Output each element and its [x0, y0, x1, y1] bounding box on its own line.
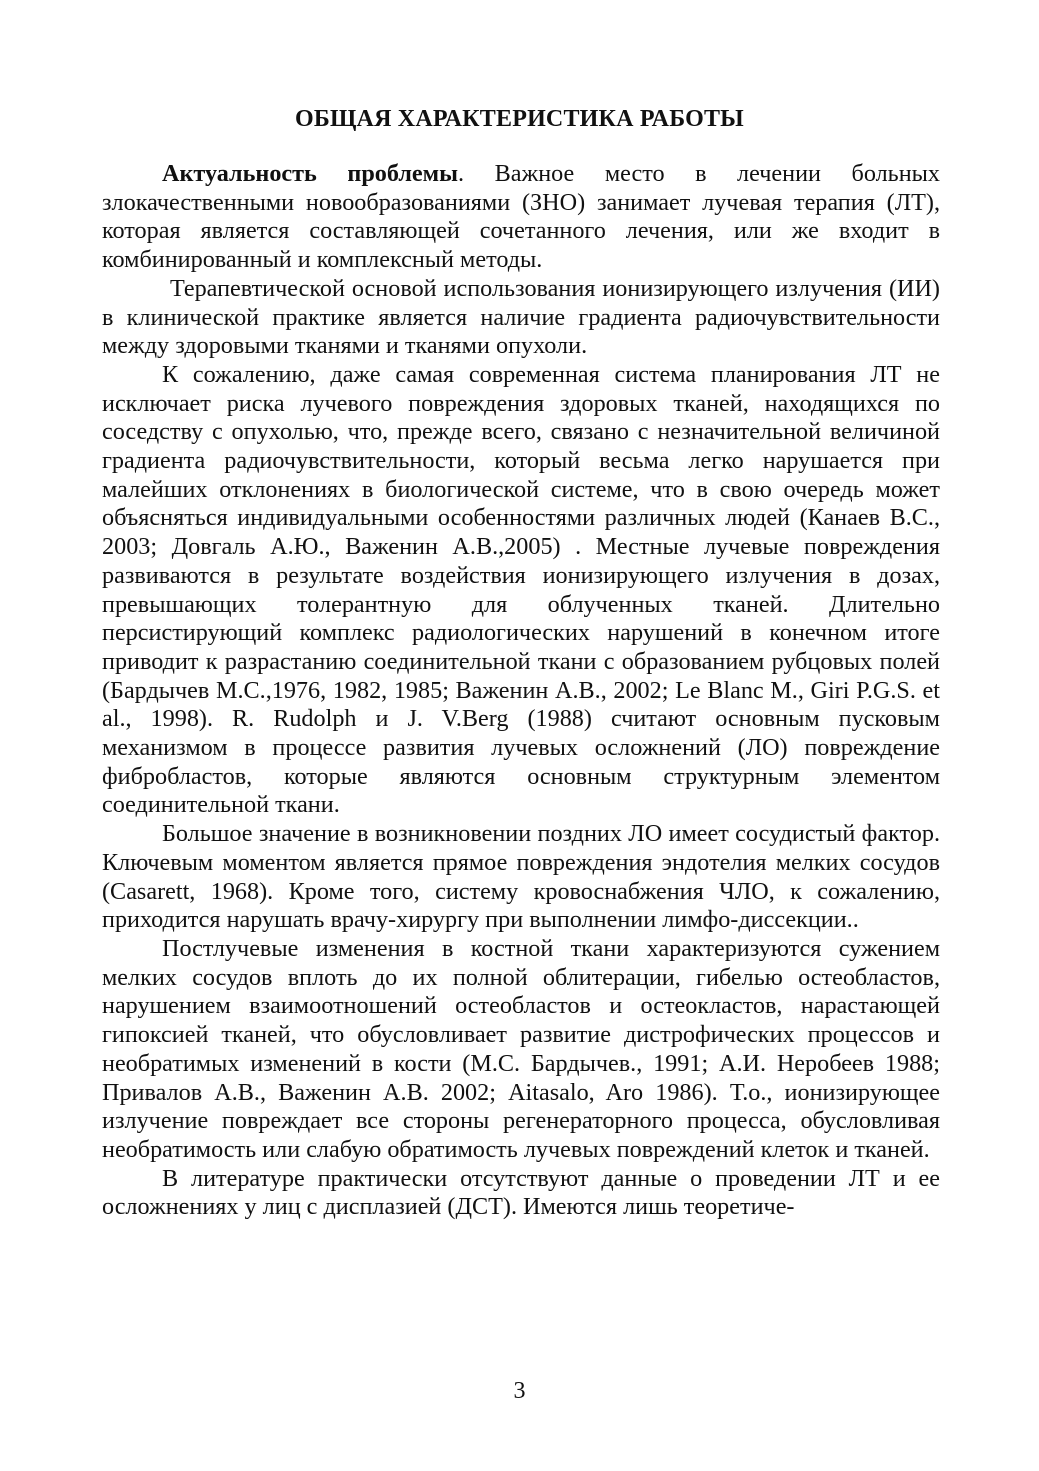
paragraph-text: К сожалению, даже самая современная система планирования ЛТ не исключает риска лучевого повреждения здоровых тканей, находящихся по соседству с опухолью, что, прежде всего, связано с незначительной величиной градиента радиочувствительности, который весьма легко нарушается при малейших отклонениях в биологической системе, что в свою очередь может объясняться индивидуальными особенностями различных людей (Канаев В.С., 2003; Довгаль А.Ю., Важенин А.В.,2005) . Местные лучевые повреждения развиваются в результате воздействия ионизирующего излучения в дозах, превышающих толерантную для облученных тканей. Длительно персистирующий комплекс радиологических нарушений в конечном итоге приводит к разрастанию соединительной ткани с образованием рубцовых полей (Бардычев М.С.,1976, 1982, 1985; Важенин А.В., 2002; Le Blanc M., Giri P.G.S. et al., 1998). R. Rudolph и J. V.Berg (1988) считают основным пусковым механизмом в процессе развития лучевых осложнений (ЛО) повреждение фибробластов, которые являются основным структурным элементом соединительной ткани. — [102, 360, 940, 819]
paragraph-literature — [102, 1165, 940, 1222]
paragraph-radiation-damage — [102, 361, 940, 820]
body-text — [102, 160, 940, 1222]
page-number: 3 — [513, 1378, 526, 1404]
paragraph-therapy-basis — [102, 275, 940, 361]
paragraph-bone-changes — [102, 935, 940, 1165]
paragraph-vascular-factor — [102, 820, 940, 935]
paragraph-lead: Актуальность проблемы — [162, 160, 459, 187]
paragraph-text: . Важное место в лечении больных злокачественными новообразованиями (ЗНО) занимает лучевая терапия (ЛТ), которая является составляющей сочетанного лечения, или же входит в комбинированный и комплексный методы. — [102, 160, 941, 274]
paragraph-text: Большое значение в возникновении поздних ЛО имеет сосудистый фактор. Ключевым моментом является прямое повреждения эндотелия мелких сосудов (Casarett, 1968). Кроме того, систему кровоснабжения ЧЛО, к сожалению, приходится нарушать врачу-хирургу при выполнении лимфо-диссекции.. — [102, 820, 940, 934]
paragraph-text: Постлучевые изменения в костной ткани характеризуются сужением мелких сосудов вплоть до их полной облитерации, гибелью остеобластов, нарушением взаимоотношений остеобластов и остеокластов, нарастающей гипоксией тканей, что обусловливает развитие дистрофических процессов и необратимых изменений в кости (М.С. Бардычев., 1991; А.И. Неробеев 1988; Привалов А.В., Важенин А.В. 2002; Aitasalo, Aro 1986). Т.о., ионизирующее излучение повреждает все стороны регенераторного процесса, обусловливая необратимость или слабую обратимость лучевых повреждений клеток и тканей. — [102, 934, 941, 1163]
paragraph-text: В литературе практически отсутствуют данные о проведении ЛТ и ее осложнениях у лиц с дисплазией (ДСТ). Имеются лишь теоретиче- — [102, 1164, 940, 1221]
page-title: ОБЩАЯ ХАРАКТЕРИСТИКА РАБОТЫ — [295, 106, 744, 132]
paragraph-text: Терапевтической основой использования ионизирующего излучения (ИИ) в клинической практике является наличие градиента радиочувствительности между здоровыми тканями и тканями опухоли. — [102, 274, 940, 360]
paragraph-relevance — [102, 160, 940, 275]
